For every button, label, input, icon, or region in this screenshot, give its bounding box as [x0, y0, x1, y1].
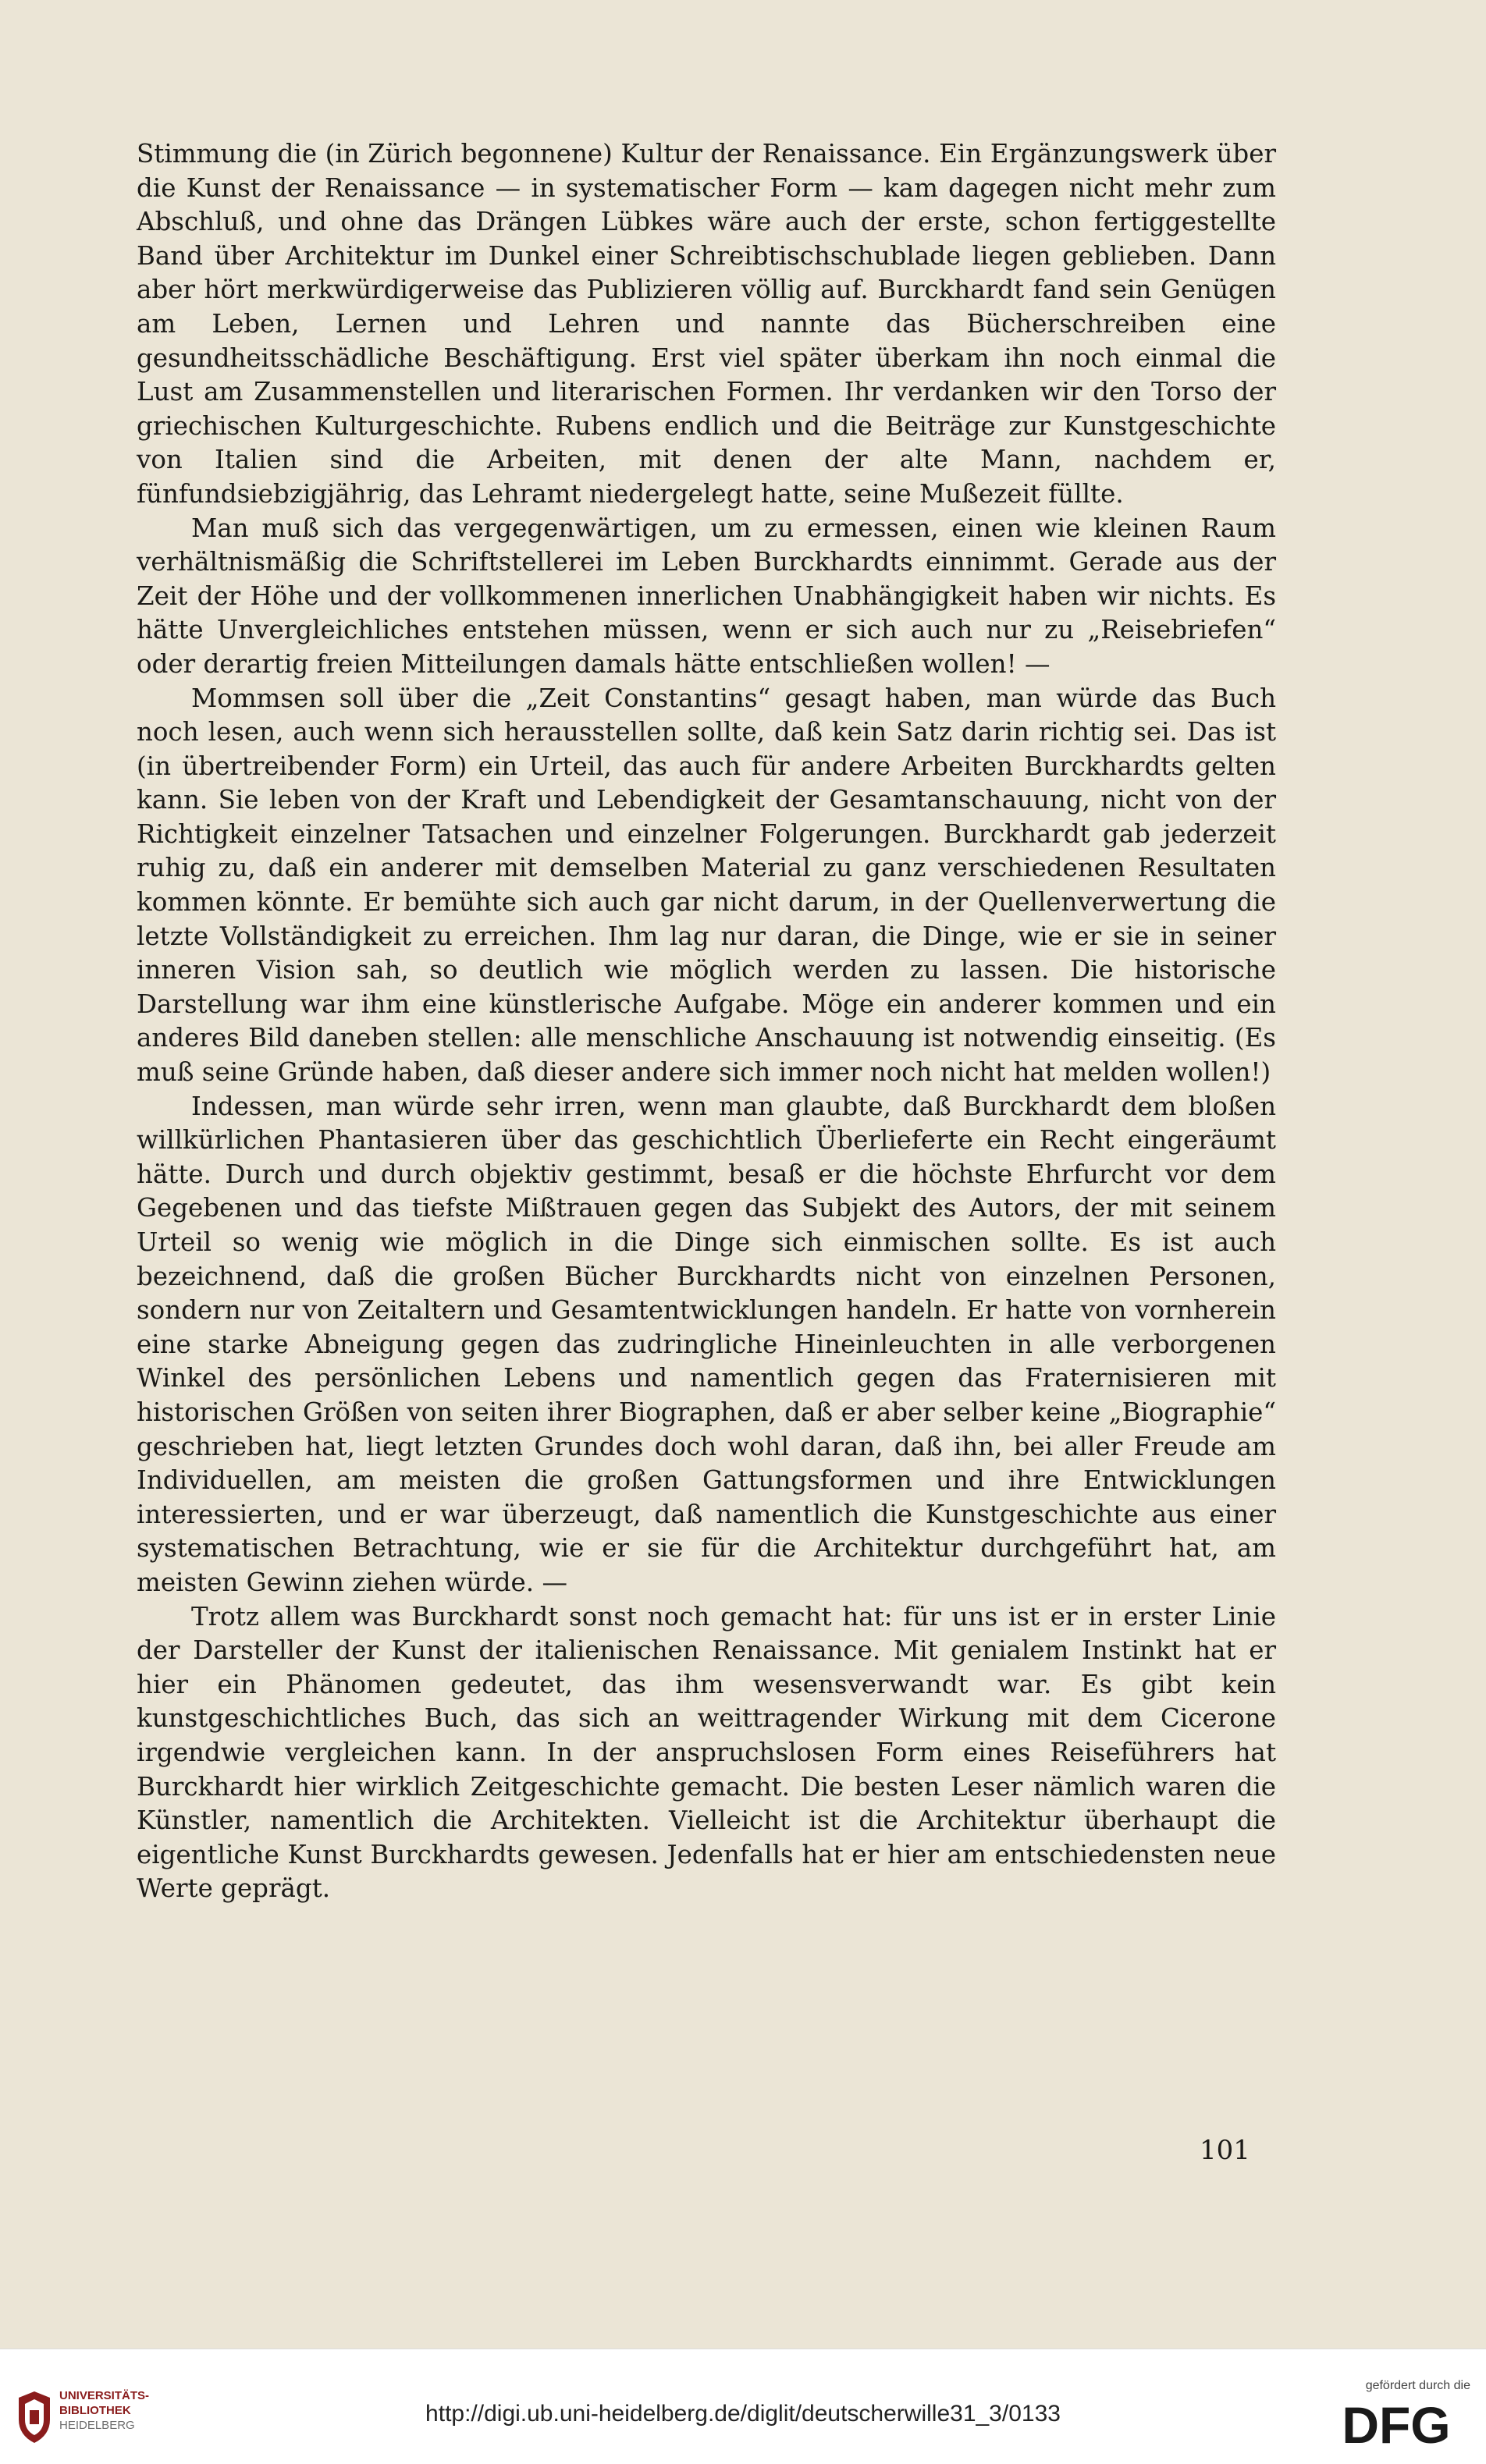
funded-by-label: gefördert durch die: [1365, 2379, 1470, 2392]
institution-line-2: BIBLIOTHEK: [59, 2404, 131, 2417]
paragraph-5: Trotz allem was Burckhardt sonst noch gemacht hat: für uns ist er in erster Linie der Darsteller der Kunst der italienischen Renaissance. Mit genialem Instinkt hat er hier ein Phänomen gedeutet, das ihm wesensverwandt war. Es gibt kein kunstgeschichtliches Buch, das sich an weittragender Wirkung mit dem Cicerone irgendwie vergleichen kann. In der anspruchslosen Form eines Reiseführers hat Burckhardt hier wirklich Zeitgeschichte gemacht. Die besten Leser nämlich waren die Künstler, namentlich die Architekten. Vielleicht ist die Architektur überhaupt die eigentliche Kunst Burckhardts gewesen. Jedenfalls hat er hier am entschiedensten neue Werte geprägt.: [137, 1601, 1276, 1904]
body-text: [137, 137, 1276, 1906]
dfg-logo: [1322, 2396, 1470, 2451]
paragraph-1: Stimmung die (in Zürich begonnene) Kultur der Renaissance. Ein Ergänzungswerk über die Kunst der Renaissance — in systematischer Form — kam dagegen nicht mehr zum Abschluß, und ohne das Drängen Lübkes wäre auch der erste, schon fertiggestellte Band über Architektur im Dunkel einer Schreibtischschublade liegen geblieben. Dann aber hört merkwürdigerweise das Publizieren völlig auf. Burckhardt fand sein Genügen am Leben, Lernen und Lehren und nannte das Bücherschreiben eine gesundheitsschädliche Beschäftigung. Erst viel später überkam ihn noch einmal die Lust am Zusammenstellen und literarischen Formen. Ihr verdanken wir den Torso der griechischen Kulturgeschichte. Rubens endlich und die Beiträge zur Kunstgeschichte von Italien sind die Arbeiten, mit denen der alte Mann, nachdem er, fünfundsiebzigjährig, das Lehramt niedergelegt hatte, seine Mußezeit füllte.: [137, 139, 1276, 509]
paragraph-3: Mommsen soll über die „Zeit Constantins“ gesagt haben, man würde das Buch noch lesen, auch wenn sich herausstellen sollte, daß kein Satz darin richtig sei. Das ist (in übertreibender Form) ein Urteil, das auch für andere Arbeiten Burckhardts gelten kann. Sie leben von der Kraft und Lebendigkeit der Gesamtanschauung, nicht von der Richtigkeit einzelner Tatsachen und einzelner Folgerungen. Burckhardt gab jederzeit ruhig zu, daß ein anderer mit demselben Material zu ganz verschiedenen Resultaten kommen könnte. Er bemühte sich auch gar nicht darum, in der Quellenverwertung die letzte Vollständigkeit zu erreichen. Ihm lag nur daran, die Dinge, wie er sie in seiner inneren Vision sah, so deutlich wie möglich werden zu lassen. Die historische Darstellung war ihm eine künstlerische Aufgabe. Möge ein anderer kommen und ein anderes Bild daneben stellen: alle menschliche Anschauung ist notwendig einseitig. (Es muß seine Gründe haben, daß dieser andere sich immer noch nicht hat melden wollen!): [137, 683, 1276, 1088]
institution-line-3: HEIDELBERG: [59, 2419, 135, 2432]
svg-text:DFG: DFG: [1342, 2396, 1451, 2451]
paragraph-2: Man muß sich das vergegenwärtigen, um zu ermessen, einen wie kleinen Raum verhältnismäßig die Schriftstellerei im Leben Burckhardts einnimmt. Gerade aus der Zeit der Höhe und der vollkommenen innerlichen Unabhängigkeit haben wir nichts. Es hätte Unvergleichliches entstehen müssen, wenn er sich auch nur zu „Reisebriefen“ oder derartig freien Mitteilungen damals hätte entschließen wollen! —: [137, 513, 1276, 679]
footer-bar: [0, 2349, 1486, 2464]
institution-line-1: UNIVERSITÄTS-: [59, 2389, 150, 2402]
source-url-link[interactable]: http://digi.ub.uni-heidelberg.de/diglit/deutscherwille31_3/0133: [425, 2401, 1061, 2427]
page-number: 101: [1200, 2135, 1250, 2166]
paragraph-4: Indessen, man würde sehr irren, wenn man glaubte, daß Burckhardt dem bloßen willkürlichen Phantasieren über das geschichtlich Überlieferte ein Recht eingeräumt hätte. Durch und durch objektiv gestimmt, besaß er die höchste Ehrfurcht vor dem Gegebenen und das tiefste Mißtrauen gegen das Subjekt des Autors, der mit seinem Urteil so wenig wie möglich in die Dinge sich einmischen sollte. Es ist auch bezeichnend, daß die großen Bücher Burckhardts nicht von einzelnen Personen, sondern nur von Zeitaltern und Gesamtentwicklungen handeln. Er hatte von vornherein eine starke Abneigung gegen das zudringliche Hineinleuchten in alle verborgenen Winkel des persönlichen Lebens und namentlich gegen das Fraternisieren mit historischen Größen von seiten ihrer Biographen, daß er aber selber keine „Biographie“ geschrieben hat, liegt letzten Grundes doch wohl daran, daß ihn, bei aller Freude am Individuellen, am meisten die großen Gattungsformen und ihre Entwicklungen interessierten, und er war überzeugt, daß namentlich die Kunstgeschichte aus einer systematischen Betrachtung, wie er sie für die Architektur durchgeführt hat, am meisten Gewinn ziehen würde. —: [137, 1091, 1276, 1597]
